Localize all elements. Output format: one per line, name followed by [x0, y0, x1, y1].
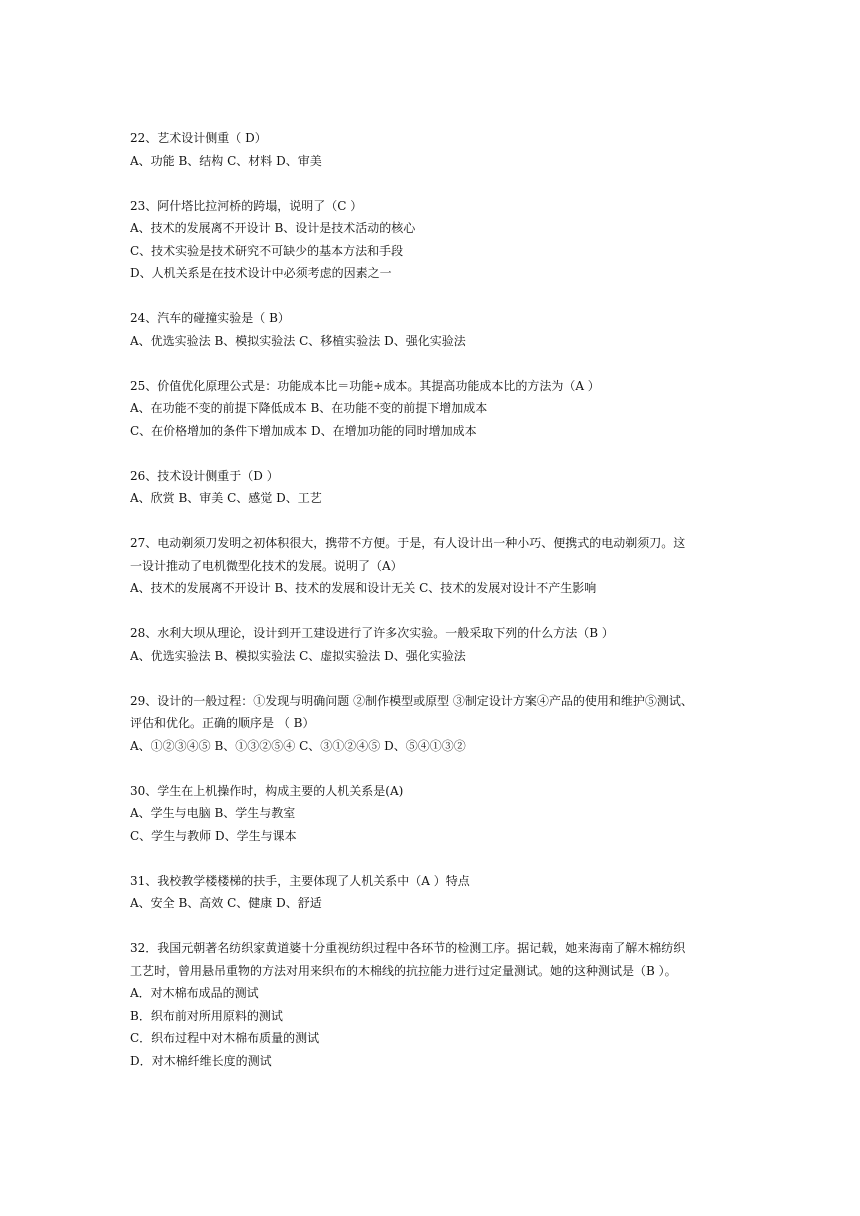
question-32-option-d: D．对木棉纤维长度的测试: [130, 1053, 272, 1068]
question-27: [130, 532, 740, 600]
question-22: [130, 127, 740, 172]
question-31: [130, 870, 740, 915]
question-30: [130, 780, 740, 848]
question-28-stem: 28、水利大坝从理论，设计到开工建设进行了许多次实验。一般采取下列的什么方法（B ）: [130, 626, 614, 640]
question-24: [130, 307, 740, 352]
question-24-options: A、优选实验法 B、模拟实验法 C、移植实验法 D、强化实验法: [130, 333, 466, 348]
question-22-stem: 22、艺术设计侧重（ D）: [130, 131, 267, 145]
question-29-stem-line-1: 29、设计的一般过程：①发现与明确问题 ②制作模型或原型 ③制定设计方案④产品的使用和维护⑤测试、: [130, 693, 693, 708]
question-28: [130, 622, 740, 667]
question-27-stem-line-1: 27、电动剃须刀发明之初体积很大，携带不方便。于是，有人设计出一种小巧、便携式的电动剃须刀。这: [130, 536, 686, 550]
question-32-stem-line-2: 工艺时，曾用悬吊重物的方法对用来织布的木棉线的抗拉能力进行过定量测试。她的这种测试是（B ）。: [130, 963, 677, 978]
question-31-options: A、安全 B、高效 C、健康 D、舒适: [130, 896, 322, 910]
question-32-stem-line-1: 32．我国元朝著名纺织家黄道婆十分重视纺织过程中各环节的检测工序。据记载，她来海南了解木棉纺织: [130, 941, 686, 955]
question-24-stem: 24、汽车的碰撞实验是（ B）: [130, 311, 290, 325]
question-32-option-b: B．织布前对所用原料的测试: [130, 1008, 283, 1023]
question-32-option-a: A．对木棉布成品的测试: [130, 986, 259, 1000]
question-22-options: A、功能 B、结构 C、材料 D、审美: [130, 153, 322, 168]
question-25-stem: 25、价值优化原理公式是：功能成本比＝功能÷成本。其提高功能成本比的方法为（A ）: [130, 378, 600, 393]
question-23: [130, 195, 740, 285]
question-23-option-c: C、技术实验是技术研究不可缺少的基本方法和手段: [130, 243, 404, 258]
question-25-options-cd: C、在价格增加的条件下增加成本 D、在增加功能的同时增加成本: [130, 423, 477, 438]
question-23-options-ab: A、技术的发展离不开设计 B、设计是技术活动的核心: [130, 221, 416, 235]
question-28-options: A、优选实验法 B、模拟实验法 C、虚拟实验法 D、强化实验法: [130, 648, 466, 663]
question-23-stem: 23、阿什塔比拉河桥的跨塌，说明了（C ）: [130, 198, 363, 213]
question-32: [130, 937, 740, 1072]
question-30-stem: 30、学生在上机操作时，构成主要的人机关系是(A): [130, 783, 404, 798]
question-27-stem-line-2: 一设计推动了电机微型化技术的发展。说明了（A）: [130, 558, 403, 573]
question-26-options: A、欣赏 B、审美 C、感觉 D、工艺: [130, 491, 322, 505]
question-26: [130, 465, 740, 510]
question-29-options: A、①②③④⑤ B、①③②⑤④ C、③①②④⑤ D、⑤④①③②: [130, 738, 466, 753]
question-29-stem-line-2: 评估和优化。正确的顺序是 （ B）: [130, 716, 315, 730]
question-25-options-ab: A、在功能不变的前提下降低成本 B、在功能不变的前提下增加成本: [130, 401, 488, 415]
question-32-option-c: C．织布过程中对木棉布质量的测试: [130, 1031, 320, 1045]
question-25: [130, 375, 740, 443]
question-29: [130, 690, 740, 758]
question-23-option-d: D、人机关系是在技术设计中必须考虑的因素之一: [130, 266, 392, 280]
question-30-options-cd: C、学生与教师 D、学生与课本: [130, 828, 297, 843]
question-30-options-ab: A、学生与电脑 B、学生与教室: [130, 806, 296, 820]
question-list: [130, 127, 740, 1095]
question-27-options: A、技术的发展离不开设计 B、技术的发展和设计无关 C、技术的发展对设计不产生影响: [130, 581, 597, 595]
question-26-stem: 26、技术设计侧重于（D ）: [130, 468, 279, 483]
question-31-stem: 31、我校教学楼楼梯的扶手，主要体现了人机关系中（A ）特点: [130, 873, 470, 888]
